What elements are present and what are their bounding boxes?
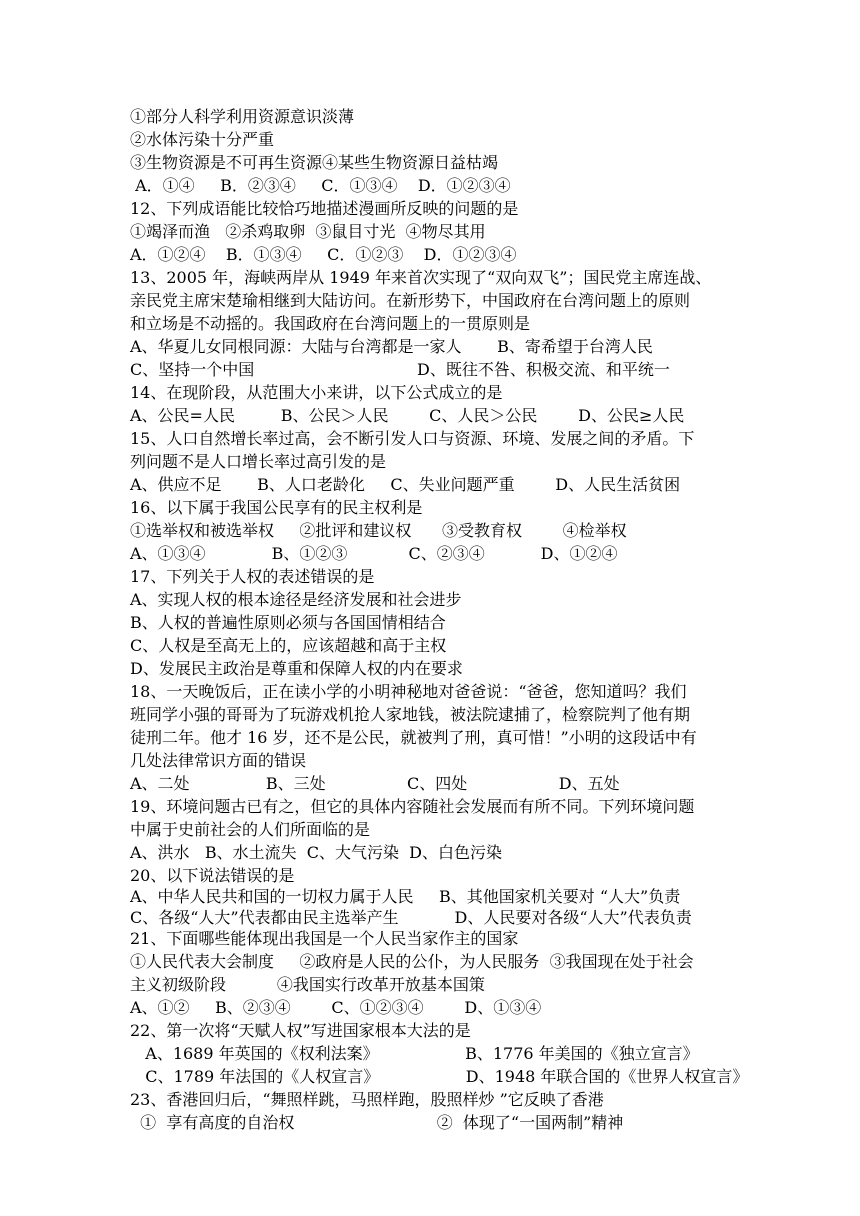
question-19: 19、环境问题古已有之，但它的具体内容随社会发展而有所不同。下列环境问题 — [130, 797, 695, 816]
question-15: 15、人口自然增长率过高，会不断引发人口与资源、环境、发展之间的矛盾。下 — [130, 429, 695, 448]
text-line: A、1689 年英国的《权利法案》 B、1776 年美国的《独立宣言》 — [130, 1044, 699, 1063]
text-line: 班同学小强的哥哥为了玩游戏机抢人家地钱，被法院逮捕了，检察院判了他有期 — [130, 705, 691, 724]
text-line: 几处法律常识方面的错误 — [130, 751, 307, 770]
text-line: ①部分人科学利用资源意识淡薄 — [130, 107, 355, 126]
text-line: ②水体污染十分严重 — [130, 130, 275, 149]
text-line: A．①②④ B．①③④ C．①②③ D．①②③④ — [130, 245, 517, 264]
question-20: 20、以下说法错误的是 — [130, 866, 295, 885]
text-line: 徒刑二年。他才 16 岁，还不是公民，就被判了刑，真可惜！”小明的这段话中有 — [130, 728, 697, 747]
text-line: C、坚持一个中国 D、既往不咎、积极交流、和平统一 — [130, 360, 670, 379]
text-line: C、1789 年法国的《人权宣言》 D、1948 年联合国的《世界人权宣言》 — [130, 1067, 749, 1086]
text-line: 主义初级阶段 ④我国实行改革开放基本国策 — [130, 975, 485, 994]
question-23: 23、香港回归后，“舞照样跳，马照样跑，股照样炒 ”它反映了香港 — [130, 1090, 604, 1109]
text-line: A．①④ B．②③④ C．①③④ D．①②③④ — [130, 176, 511, 195]
text-line: ③生物资源是不可再生资源④某些生物资源日益枯竭 — [130, 153, 499, 172]
text-line: ①选举权和被选举权 ②批评和建议权 ③受教育权 ④检举权 — [130, 521, 627, 540]
text-line: C、人权是至高无上的，应该超越和高于主权 — [130, 636, 447, 655]
text-line: A、供应不足 B、人口老龄化 C、失业问题严重 D、人民生活贫困 — [130, 475, 681, 494]
question-14: 14、在现阶段，从范围大小来讲，以下公式成立的是 — [130, 383, 503, 402]
question-21: 21、下面哪些能体现出我国是一个人民当家作主的国家 — [130, 929, 519, 948]
text-line: A、①③④ B、①②③ C、②③④ D、①②④ — [130, 544, 618, 563]
text-line: B、人权的普遍性原则必须与各国国情相结合 — [130, 613, 446, 632]
text-line: A、中华人民共和国的一切权力属于人民 B、其他国家机关要对 “人大”负责 — [130, 887, 681, 906]
text-line: 中属于史前社会的人们所面临的是 — [130, 820, 371, 839]
text-line: ① 享有高度的自治权 ② 体现了“一国两制”精神 — [130, 1113, 624, 1132]
text-line: D、发展民主政治是尊重和保障人权的内在要求 — [130, 659, 463, 678]
text-line: 亲民党主席宋楚瑜相继到大陆访问。在新形势下，中国政府在台湾问题上的原则 — [130, 291, 691, 310]
text-line: A、公民=人民 B、公民＞人民 C、人民＞公民 D、公民≥人民 — [130, 406, 685, 425]
text-line: A、华夏儿女同根同源：大陆与台湾都是一家人 B、寄希望于台湾人民 — [130, 337, 653, 356]
text-line: 列问题不是人口增长率过高引发的是 — [130, 452, 387, 471]
text-line: C、各级“人大”代表都由民主选举产生 D、人民要对各级“人大”代表负责 — [130, 908, 692, 927]
text-line: A、实现人权的根本途径是经济发展和社会进步 — [130, 590, 462, 609]
question-13: 13、2005 年，海峡两岸从 1949 年来首次实现了“双向双飞”；国民党主席连战、 — [130, 268, 712, 287]
text-line: A、①② B、②③④ C、①②③④ D、①③④ — [130, 998, 542, 1017]
text-line: ①竭泽而渔 ②杀鸡取卵 ③鼠目寸光 ④物尽其用 — [130, 222, 486, 241]
text-line: A、二处 B、三处 C、四处 D、五处 — [130, 774, 620, 793]
question-22: 22、第一次将“天赋人权”写进国家根本大法的是 — [130, 1021, 471, 1040]
text-line: 和立场是不动摇的。我国政府在台湾问题上的一贯原则是 — [130, 314, 531, 333]
text-line: A、洪水 B、水土流失 C、大气污染 D、白色污染 — [130, 843, 502, 862]
question-18: 18、一天晚饭后，正在读小学的小明神秘地对爸爸说：“爸爸，您知道吗？我们 — [130, 682, 687, 701]
question-17: 17、下列关于人权的表述错误的是 — [130, 567, 375, 586]
question-12: 12、下列成语能比较恰巧地描述漫画所反映的问题的是 — [130, 199, 519, 218]
text-line: ①人民代表大会制度 ②政府是人民的公仆，为人民服务 ③我国现在处于社会 — [130, 952, 694, 971]
question-16: 16、以下属于我国公民享有的民主权利是 — [130, 498, 423, 517]
